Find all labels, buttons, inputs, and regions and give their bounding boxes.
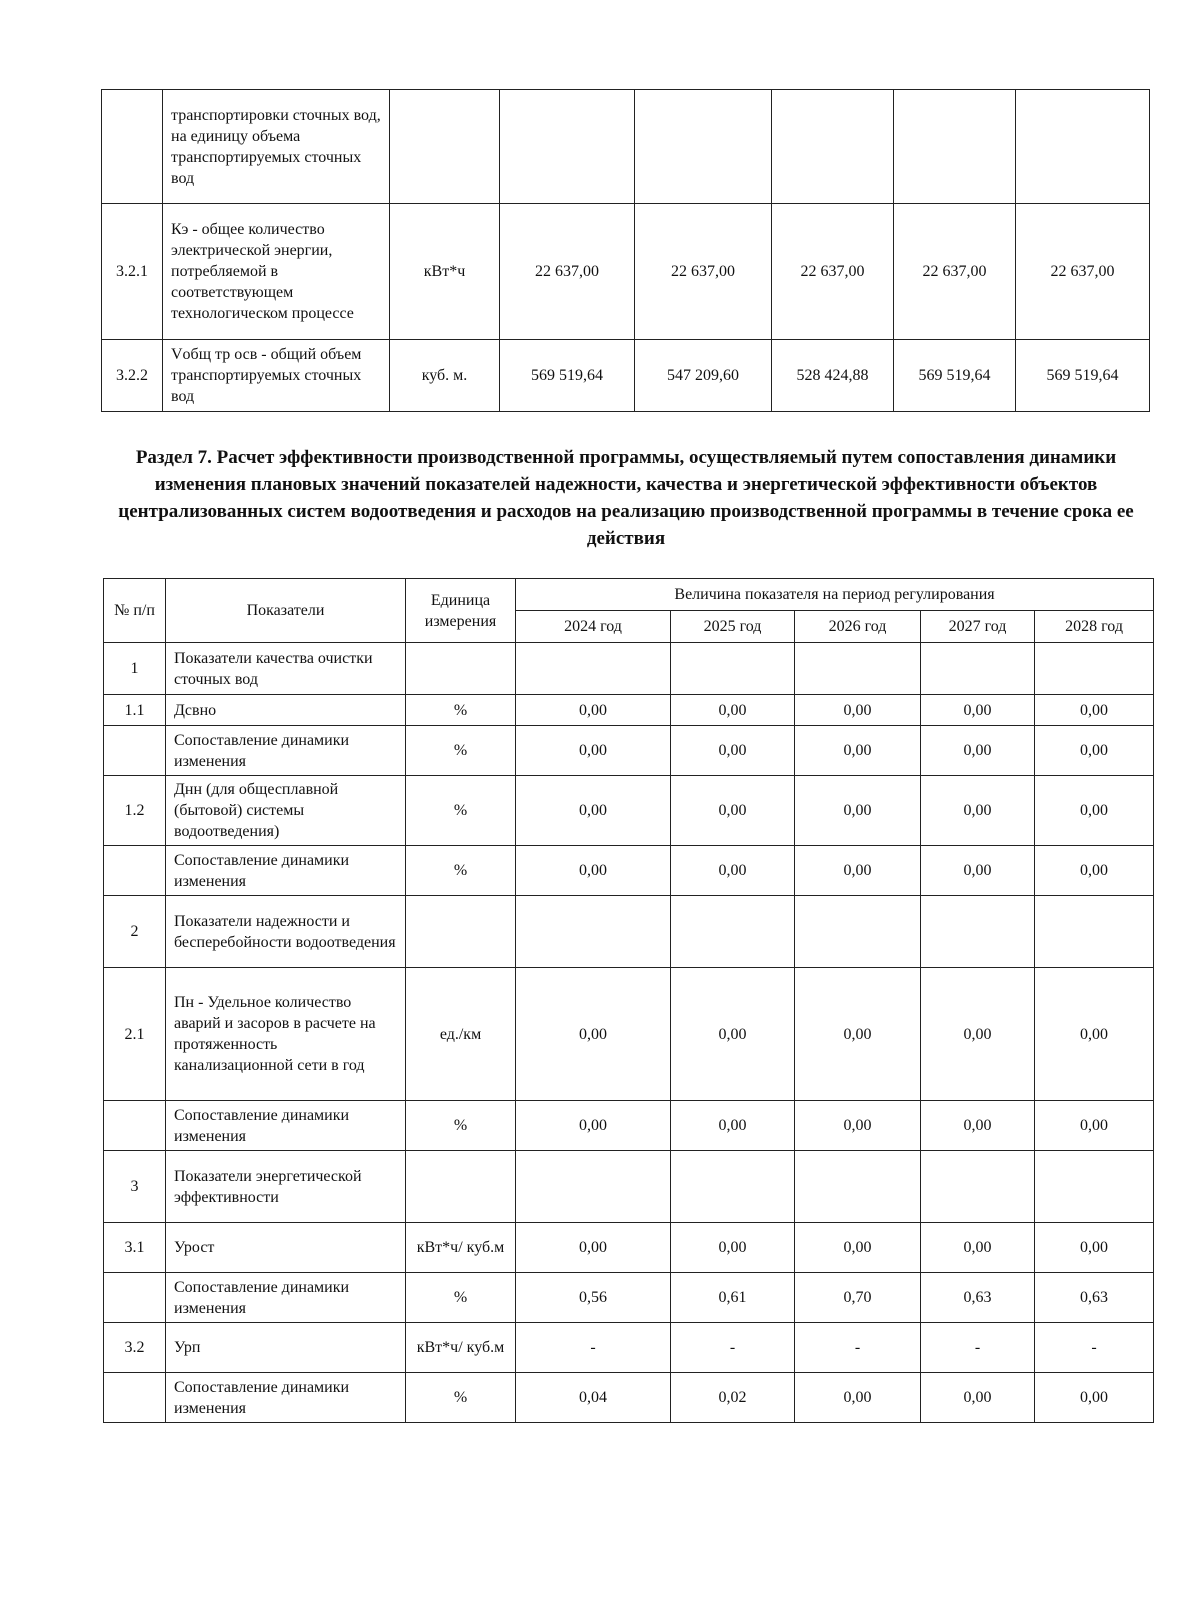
value-2024: 0,00	[516, 1101, 671, 1151]
value-2025: 0,02	[671, 1373, 795, 1423]
indicator-name: Сопоставление динамики изменения	[166, 1373, 406, 1423]
row-number: 3.2.2	[102, 340, 163, 412]
row-number	[104, 1273, 166, 1323]
value-2027	[921, 896, 1035, 968]
value-2028	[1035, 896, 1154, 968]
unit: ед./км	[406, 968, 516, 1101]
value-2024: 0,00	[516, 776, 671, 846]
table-row	[104, 968, 1154, 1101]
header-indicator: Показатели	[166, 579, 406, 643]
value-2027: 0,63	[921, 1273, 1035, 1323]
value-2025	[671, 896, 795, 968]
indicator-name: Сопоставление динамики изменения	[166, 846, 406, 896]
value-2028: 0,00	[1035, 1373, 1154, 1423]
indicator-name: Урост	[166, 1223, 406, 1273]
row-number	[104, 1373, 166, 1423]
unit: %	[406, 726, 516, 776]
header-year: 2026 год	[795, 611, 921, 643]
value-2025: -	[671, 1323, 795, 1373]
value-2026	[795, 1151, 921, 1223]
indicator-name: Днн (для общесплавной (бытовой) системы водоотведения)	[166, 776, 406, 846]
value-2027: 0,00	[921, 1223, 1035, 1273]
value-2024	[516, 1151, 671, 1223]
value-2027: -	[921, 1323, 1035, 1373]
value-2027: 0,00	[921, 846, 1035, 896]
indicator-name: Показатели энергетической эффективности	[166, 1151, 406, 1223]
value-2027: 0,00	[921, 726, 1035, 776]
unit: %	[406, 1373, 516, 1423]
value-2028: 22 637,00	[1016, 204, 1150, 340]
header-year: 2025 год	[671, 611, 795, 643]
header-row	[104, 579, 1154, 611]
indicator-name: Показатели качества очистки сточных вод	[166, 643, 406, 695]
value-2024: 0,00	[516, 695, 671, 726]
value-2026	[795, 896, 921, 968]
unit: куб. м.	[390, 340, 500, 412]
value-2025: 0,00	[671, 1101, 795, 1151]
row-number	[104, 846, 166, 896]
value-2024: 22 637,00	[500, 204, 635, 340]
value-2027	[921, 643, 1035, 695]
header-unit: Единица измерения	[406, 579, 516, 643]
row-number: 2	[104, 896, 166, 968]
value-2027: 0,00	[921, 968, 1035, 1101]
value-2026: 22 637,00	[772, 204, 894, 340]
value-2028: 0,63	[1035, 1273, 1154, 1323]
value-2024: 0,04	[516, 1373, 671, 1423]
value-2025	[671, 643, 795, 695]
indicator-name: Кэ - общее количество электрической энергии, потребляемой в соответствующем технологическом процессе	[163, 204, 390, 340]
value-2028: 0,00	[1035, 695, 1154, 726]
value-2026: 0,00	[795, 1223, 921, 1273]
table-row	[104, 846, 1154, 896]
unit	[406, 1151, 516, 1223]
value-2028: 0,00	[1035, 968, 1154, 1101]
table-row	[104, 643, 1154, 695]
table-row	[104, 1273, 1154, 1323]
table-row	[102, 90, 1150, 204]
indicator-name: Показатели надежности и бесперебойности водоотведения	[166, 896, 406, 968]
unit: кВт*ч	[390, 204, 500, 340]
unit: %	[406, 1101, 516, 1151]
value-2025	[671, 1151, 795, 1223]
row-number	[104, 1101, 166, 1151]
header-num: № п/п	[104, 579, 166, 643]
value-2028: 569 519,64	[1016, 340, 1150, 412]
value-2025	[635, 90, 772, 204]
value-2026: 0,00	[795, 1373, 921, 1423]
row-number: 3	[104, 1151, 166, 1223]
value-2024: 0,56	[516, 1273, 671, 1323]
value-2024	[516, 896, 671, 968]
unit: %	[406, 846, 516, 896]
table-row	[104, 1323, 1154, 1373]
header-year: 2024 год	[516, 611, 671, 643]
indicator-name: Vобщ тр осв - общий объем транспортируемых сточных вод	[163, 340, 390, 412]
value-2026: 0,00	[795, 776, 921, 846]
value-2028	[1035, 1151, 1154, 1223]
indicator-name: транспортировки сточных вод, на единицу объема транспортируемых сточных вод	[163, 90, 390, 204]
value-2028: 0,00	[1035, 846, 1154, 896]
indicator-name: Пн - Удельное количество аварий и засоров в расчете на протяженность канализационной сети в год	[166, 968, 406, 1101]
unit	[390, 90, 500, 204]
value-2024	[500, 90, 635, 204]
value-2026: 0,00	[795, 846, 921, 896]
row-number: 3.2	[104, 1323, 166, 1373]
table-row	[104, 695, 1154, 726]
value-2025: 547 209,60	[635, 340, 772, 412]
value-2025: 0,00	[671, 726, 795, 776]
value-2027	[894, 90, 1016, 204]
value-2026: 0,00	[795, 695, 921, 726]
value-2026: -	[795, 1323, 921, 1373]
indicator-name: Сопоставление динамики изменения	[166, 1273, 406, 1323]
value-2026: 0,00	[795, 1101, 921, 1151]
indicator-name: Сопоставление динамики изменения	[166, 726, 406, 776]
value-2024: -	[516, 1323, 671, 1373]
value-2024: 0,00	[516, 968, 671, 1101]
continuation-table	[101, 89, 1150, 412]
row-number: 1.2	[104, 776, 166, 846]
table-row	[104, 1373, 1154, 1423]
row-number: 1	[104, 643, 166, 695]
value-2025: 0,61	[671, 1273, 795, 1323]
value-2025: 0,00	[671, 776, 795, 846]
header-year: 2027 год	[921, 611, 1035, 643]
value-2025: 22 637,00	[635, 204, 772, 340]
row-number: 3.1	[104, 1223, 166, 1273]
efficiency-table	[103, 578, 1154, 1423]
value-2027: 569 519,64	[894, 340, 1016, 412]
value-2026	[772, 90, 894, 204]
table-row	[104, 776, 1154, 846]
value-2027	[921, 1151, 1035, 1223]
value-2026: 0,00	[795, 726, 921, 776]
value-2025: 0,00	[671, 968, 795, 1101]
unit: кВт*ч/ куб.м	[406, 1223, 516, 1273]
indicator-name: Дсвно	[166, 695, 406, 726]
table-row	[104, 726, 1154, 776]
row-number: 3.2.1	[102, 204, 163, 340]
value-2027: 0,00	[921, 776, 1035, 846]
unit: кВт*ч/ куб.м	[406, 1323, 516, 1373]
row-number: 2.1	[104, 968, 166, 1101]
row-number	[104, 726, 166, 776]
value-2028: 0,00	[1035, 776, 1154, 846]
value-2026: 528 424,88	[772, 340, 894, 412]
value-2024: 0,00	[516, 726, 671, 776]
row-number	[102, 90, 163, 204]
section-title: Раздел 7. Расчет эффективности производственной программы, осуществляемый путем сопоставления динамики изменения плановых значений показателей надежности, качества и энергетической эффективности объектов централизованных систем водоотведения и расходов на реализацию производственной программы в течение срока ее действия	[118, 447, 1134, 549]
indicator-name: Сопоставление динамики изменения	[166, 1101, 406, 1151]
value-2024: 0,00	[516, 846, 671, 896]
unit: %	[406, 776, 516, 846]
value-2024: 0,00	[516, 1223, 671, 1273]
unit	[406, 643, 516, 695]
value-2028: -	[1035, 1323, 1154, 1373]
value-2025: 0,00	[671, 846, 795, 896]
unit	[406, 896, 516, 968]
value-2026	[795, 643, 921, 695]
table-row	[104, 1151, 1154, 1223]
table-row	[102, 340, 1150, 412]
value-2025: 0,00	[671, 695, 795, 726]
table-row	[104, 896, 1154, 968]
value-2028: 0,00	[1035, 1223, 1154, 1273]
value-2025: 0,00	[671, 1223, 795, 1273]
indicator-name: Урп	[166, 1323, 406, 1373]
value-2026: 0,70	[795, 1273, 921, 1323]
table-row	[104, 1101, 1154, 1151]
value-2024	[516, 643, 671, 695]
row-number: 1.1	[104, 695, 166, 726]
unit: %	[406, 1273, 516, 1323]
value-2027: 0,00	[921, 1101, 1035, 1151]
unit: %	[406, 695, 516, 726]
value-2028: 0,00	[1035, 726, 1154, 776]
table-body	[104, 643, 1154, 1423]
value-2028	[1035, 643, 1154, 695]
header-year: 2028 год	[1035, 611, 1154, 643]
table-row	[104, 1223, 1154, 1273]
table-row	[102, 204, 1150, 340]
value-2026: 0,00	[795, 968, 921, 1101]
value-2028	[1016, 90, 1150, 204]
value-2024: 569 519,64	[500, 340, 635, 412]
value-2027: 22 637,00	[894, 204, 1016, 340]
header-period: Величина показателя на период регулирования	[516, 579, 1154, 611]
value-2027: 0,00	[921, 1373, 1035, 1423]
value-2028: 0,00	[1035, 1101, 1154, 1151]
value-2027: 0,00	[921, 695, 1035, 726]
